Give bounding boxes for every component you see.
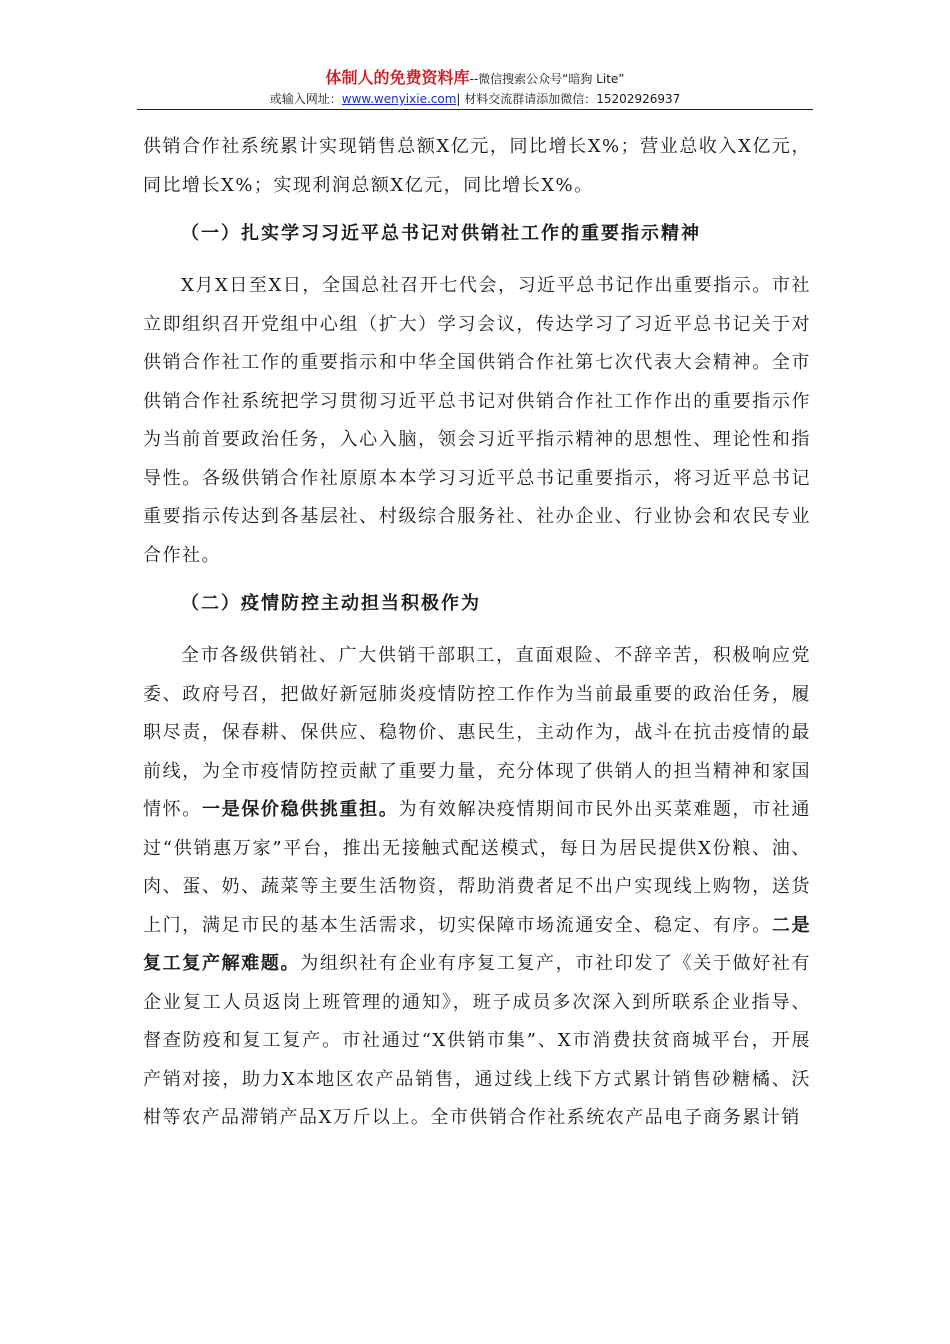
section-paragraph-2 [143,637,811,1138]
intro-paragraph: 供销合作社系统累计实现销售总额X亿元，同比增长X%；营业总收入X亿元，同比增长X%；实现利润总额X亿元，同比增长X%。 [143,136,811,196]
paragraph-text-b: 为有效解决疫情期间市民外出买菜难题，市社通过“供销惠万家”平台，推出无接触式配送模式，每日为居民提供X份粮、油、肉、蛋、奶、蔬菜等主要生活物资，帮助消费者足不出户实现线上购物，送货上门，满足市民的基本生活需求，切实保障市场流通安全、稳定、有序。 [143,799,812,936]
paragraph-text-c: 为组织社有企业有序复工复产，市社印发了《关于做好社有企业复工人员返岗上班管理的通知》，班子成员多次深入到所联系企业指导、督查防疫和复工复产。市社通过“X供销市集”、X市消费扶贫商城平台，开展产销对接，助力X本地区农产品销售，通过线上线下方式累计销售砂糖橘、沃柑等农产品滞销产品X万斤以上。全市供销合作社系统农产品电子商务累计销 [143,953,812,1128]
document-body [143,128,811,1138]
header-tagline: --微信搜索公众号“暗狗 Lite” [469,72,625,86]
bold-lead-1: 一是保价稳供挑重担。 [201,799,399,820]
bold-lead-2: 二是复工复产解难题。 [143,914,812,974]
section-heading-2: （二）疫情防控主动担当积极作为 [181,593,481,614]
section-heading-1: （一）扎实学习习近平总书记对供销社工作的重要指示精神 [181,223,701,244]
site-prefix: 或输入网址： [269,92,342,106]
header-divider [137,109,813,110]
contact-info: | 材料交流群请添加微信：15202926937 [456,92,681,106]
header-banner [137,68,813,88]
paragraph-text-a: 全市各级供销社、广大供销干部职工，直面艰险、不辞辛苦，积极响应党委、政府号召，把做好新冠肺炎疫情防控工作作为当前最重要的政治任务，履职尽责，保春耕、保供应、稳物价、惠民生，主动作为，战斗在抗击疫情的最前线，为全市疫情防控贡献了重要力量，充分体现了供销人的担当精神和家国情怀。 [143,645,811,820]
header-contact-line [137,90,813,108]
site-link[interactable]: www.wenyixie.com [341,92,457,106]
page-header [137,68,813,108]
brand-title: 体制人的免费资料库 [325,68,470,87]
section-paragraph-1: X月X日至X日，全国总社召开七代会，习近平总书记作出重要指示。市社立即组织召开党组中心组（扩大）学习会议，传达学习了习近平总书记关于对供销合作社工作的重要指示和中华全国供销合作社第七次代表大会精神。全市供销合作社系统把学习贯彻习近平总书记对供销合作社工作作出的重要指示作为当前首要政治任务，入心入脑，领会习近平指示精神的思想性、理论性和指导性。各级供销合作社原原本本学习习近平总书记重要指示，将习近平总书记重要指示传达到各基层社、村级综合服务社、社办企业、行业协会和农民专业合作社。 [143,275,811,566]
